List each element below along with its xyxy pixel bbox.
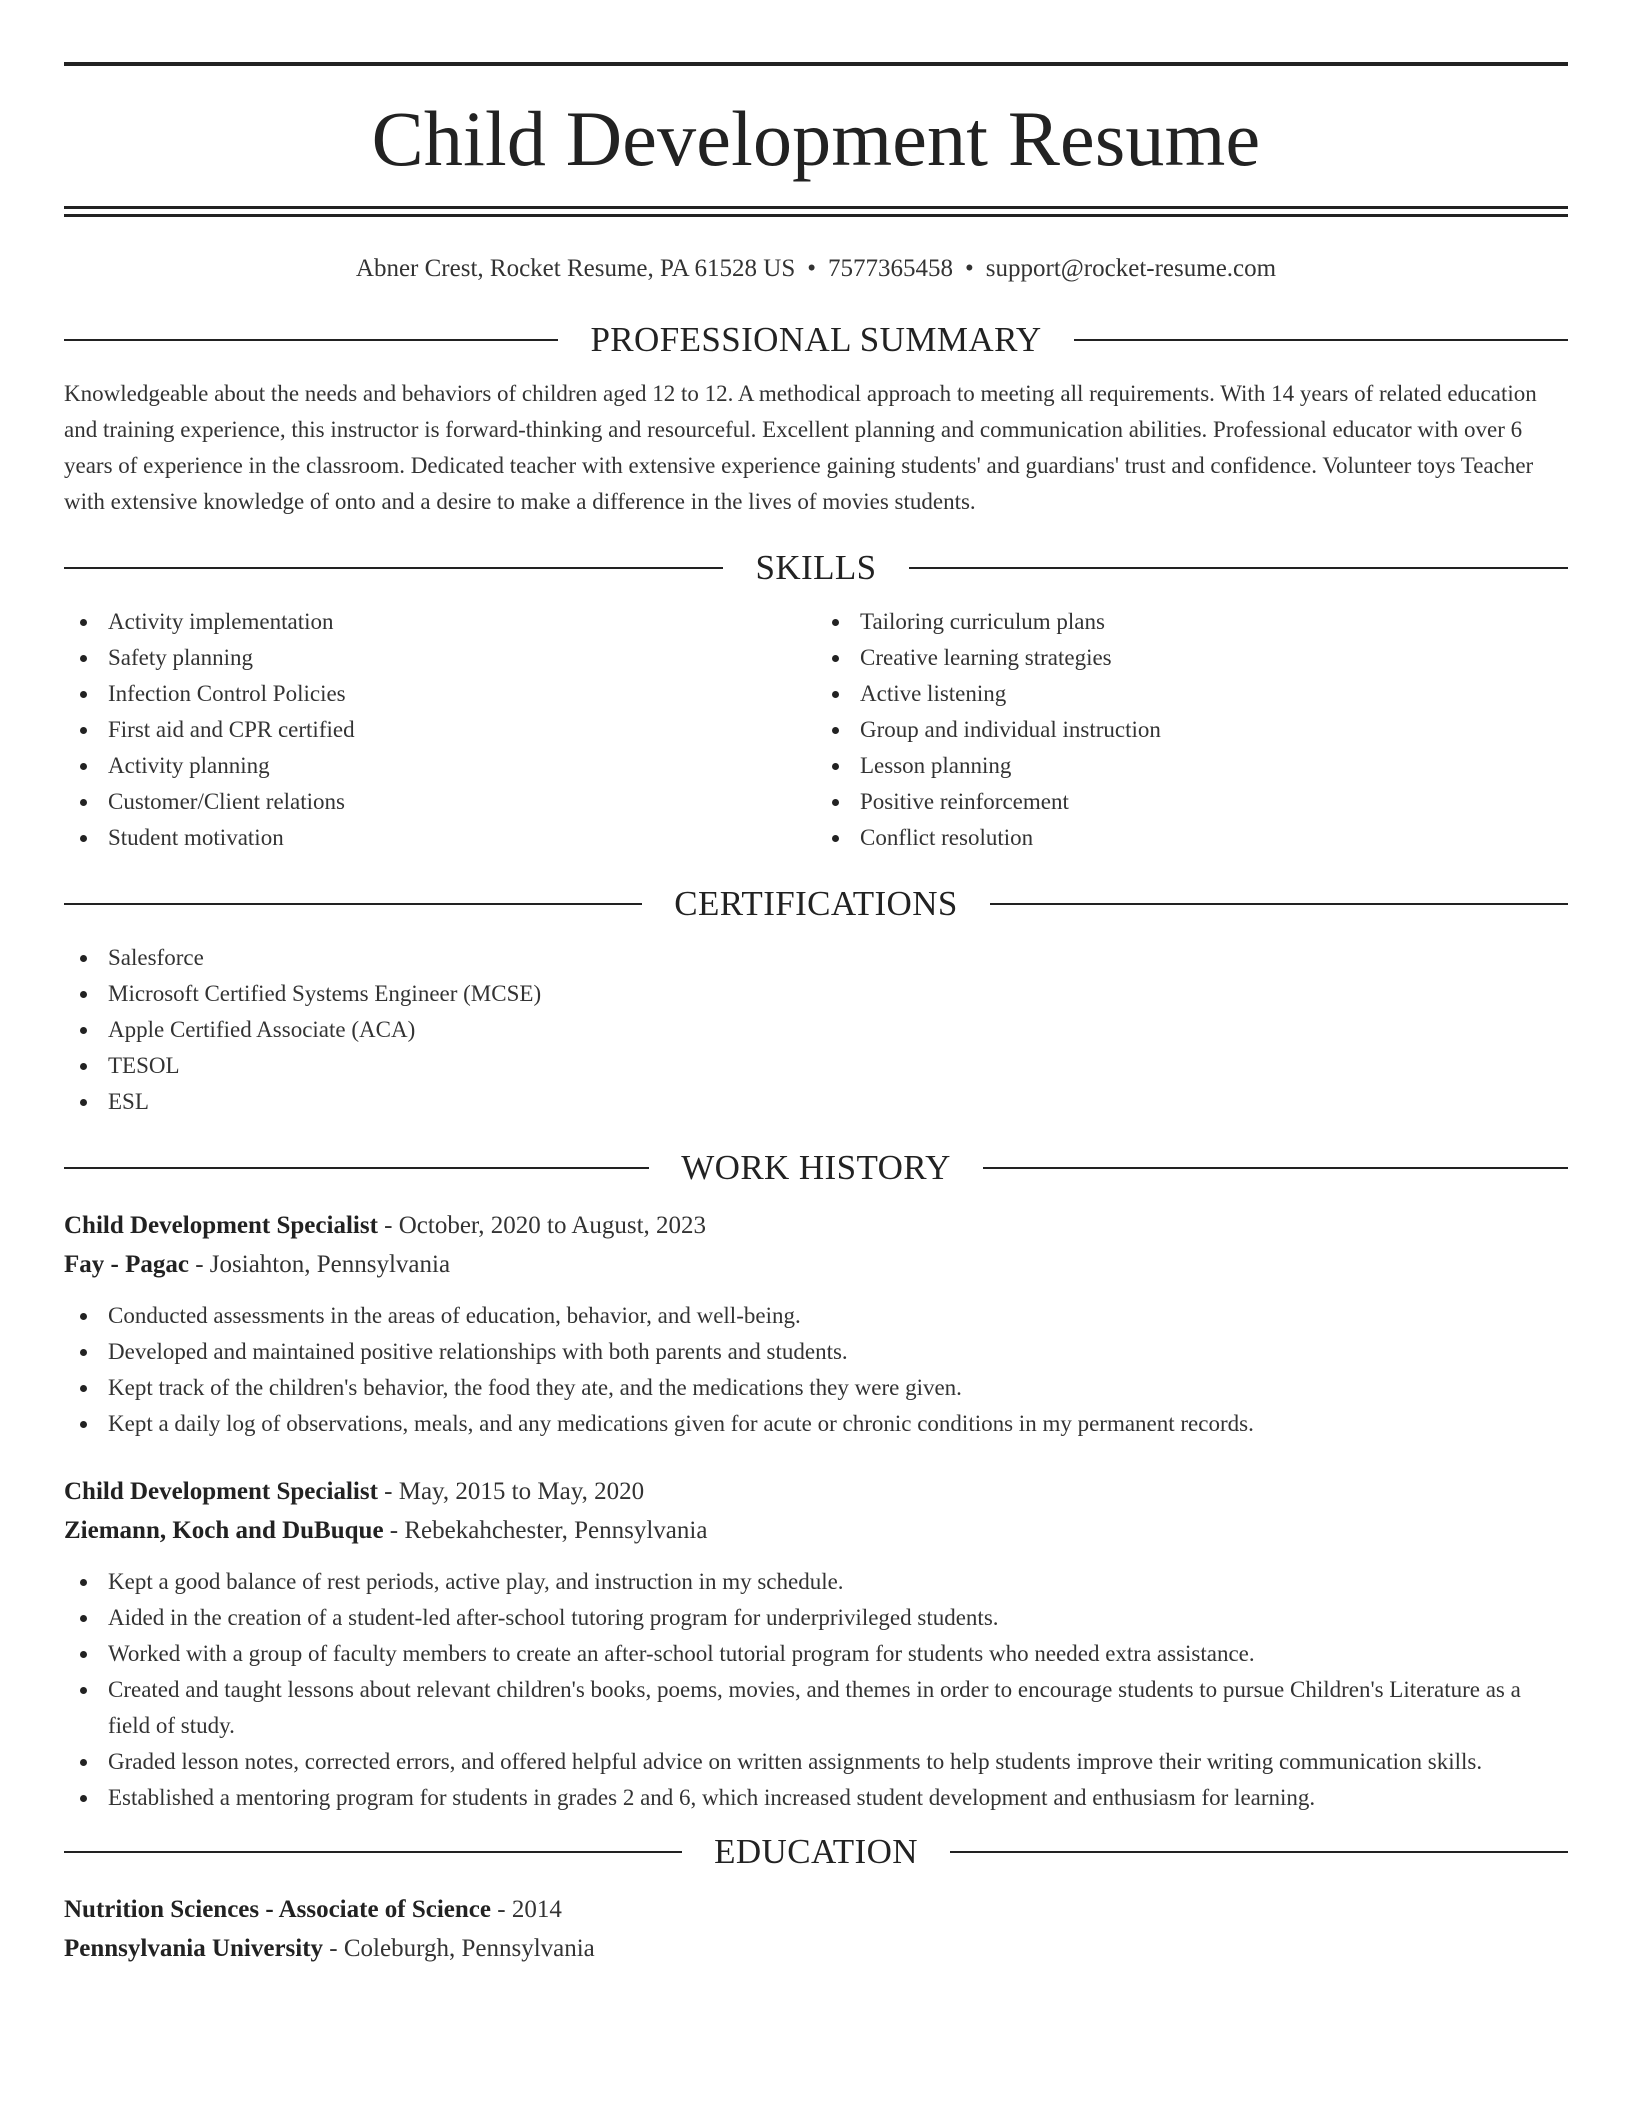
- section-rule-left: [64, 339, 558, 341]
- contact-email: support@rocket-resume.com: [985, 255, 1277, 282]
- job-dates: - May, 2015 to May, 2020: [377, 1478, 645, 1505]
- list-item: Infection Control Policies: [64, 676, 816, 712]
- list-item: Apple Certified Associate (ACA): [64, 1012, 1568, 1048]
- education-entry: [64, 1890, 1568, 1968]
- job-title-line: [64, 1472, 1568, 1511]
- job-company-line: [64, 1245, 1568, 1284]
- title-double-rule: [64, 206, 1568, 217]
- list-item: Safety planning: [64, 640, 816, 676]
- contact-phone: 7577365458: [828, 255, 954, 282]
- education-degree: Nutrition Sciences - Associate of Science: [64, 1896, 492, 1923]
- section-rule-right: [909, 567, 1568, 569]
- contact-separator: •: [965, 255, 974, 282]
- list-item: Positive reinforcement: [816, 784, 1568, 820]
- section-header-summary: [64, 320, 1568, 360]
- list-item: TESOL: [64, 1048, 1568, 1084]
- section-header-skills: [64, 548, 1568, 588]
- list-item: Graded lesson notes, corrected errors, and offered helpful advice on written assignments to help students improve their writing communication skills.: [64, 1744, 1568, 1780]
- job-title: Child Development Specialist: [64, 1478, 378, 1505]
- section-rule-left: [64, 1851, 682, 1853]
- skills-column-right: [816, 604, 1568, 856]
- section-title: PROFESSIONAL SUMMARY: [590, 320, 1042, 359]
- section-header-certifications: [64, 884, 1568, 924]
- section-title: CERTIFICATIONS: [674, 884, 958, 923]
- job-bullets: [64, 1298, 1568, 1442]
- summary-paragraph: Knowledgeable about the needs and behaviors of children aged 12 to 12. A methodical approach to meeting all requirements. With 14 years of related education and training experience, this instructor is forward-thinking and resourceful. Excellent planning and communication abilities. Professional educator with over 6 years of experience in the classroom. Dedicated teacher with extensive experience gaining students' and guardians' trust and confidence. Volunteer toys Teacher with extensive knowledge of onto and a desire to make a difference in the lives of movies students.: [64, 381, 1537, 514]
- education-location: - Coleburgh, Pennsylvania: [323, 1935, 595, 1962]
- list-item: Student motivation: [64, 820, 816, 856]
- list-item: Microsoft Certified Systems Engineer (MCSE): [64, 976, 1568, 1012]
- job-entry: [64, 1472, 1568, 1816]
- section-header-education: [64, 1832, 1568, 1872]
- list-item: Created and taught lessons about relevant children's books, poems, movies, and themes in order to encourage students to pursue Children's Literature as a field of study.: [64, 1672, 1568, 1744]
- list-item: Kept a good balance of rest periods, active play, and instruction in my schedule.: [64, 1564, 1568, 1600]
- list-item: Creative learning strategies: [816, 640, 1568, 676]
- contact-separator: •: [807, 255, 817, 282]
- section-rule-left: [64, 1167, 649, 1169]
- education-degree-line: [64, 1890, 1568, 1929]
- job-dates: - October, 2020 to August, 2023: [377, 1212, 707, 1239]
- job-location: - Rebekahchester, Pennsylvania: [383, 1517, 708, 1544]
- education-school: Pennsylvania University: [64, 1935, 324, 1962]
- list-item: Worked with a group of faculty members to create an after-school tutorial program for students who needed extra assistance.: [64, 1636, 1568, 1672]
- education-year: - 2014: [491, 1896, 562, 1923]
- job-entry: [64, 1206, 1568, 1442]
- section-rule-right: [1074, 339, 1568, 341]
- contact-address: Abner Crest, Rocket Resume, PA 61528 US: [355, 255, 796, 282]
- certifications-list: [64, 940, 1568, 1120]
- job-company: Ziemann, Koch and DuBuque: [64, 1517, 384, 1544]
- list-item: Customer/Client relations: [64, 784, 816, 820]
- job-title-line: [64, 1206, 1568, 1245]
- list-item: First aid and CPR certified: [64, 712, 816, 748]
- section-title: SKILLS: [755, 548, 877, 587]
- section-rule-right: [983, 1167, 1568, 1169]
- list-item: Conducted assessments in the areas of education, behavior, and well-being.: [64, 1298, 1568, 1334]
- job-company: Fay - Pagac: [64, 1251, 189, 1278]
- list-item: Group and individual instruction: [816, 712, 1568, 748]
- job-bullets: [64, 1564, 1568, 1816]
- list-item: Activity planning: [64, 748, 816, 784]
- list-item: Kept track of the children's behavior, the food they ate, and the medications they were given.: [64, 1370, 1568, 1406]
- section-rule-left: [64, 903, 642, 905]
- skills-column-left: [64, 604, 816, 856]
- section-title: WORK HISTORY: [681, 1148, 951, 1187]
- job-title: Child Development Specialist: [64, 1212, 378, 1239]
- section-rule-left: [64, 567, 723, 569]
- list-item: Kept a daily log of observations, meals, and any medications given for acute or chronic conditions in my permanent records.: [64, 1406, 1568, 1442]
- list-item: Activity implementation: [64, 604, 816, 640]
- list-item: Established a mentoring program for students in grades 2 and 6, which increased student development and enthusiasm for learning.: [64, 1780, 1568, 1816]
- contact-line: [64, 254, 1568, 284]
- list-item: ESL: [64, 1084, 1568, 1120]
- section-header-work-history: [64, 1148, 1568, 1188]
- document-title: Child Development Resume: [371, 95, 1261, 182]
- list-item: Salesforce: [64, 940, 1568, 976]
- education-school-line: [64, 1929, 1568, 1968]
- list-item: Developed and maintained positive relationships with both parents and students.: [64, 1334, 1568, 1370]
- list-item: Lesson planning: [816, 748, 1568, 784]
- list-item: Aided in the creation of a student-led after-school tutoring program for underprivileged students.: [64, 1600, 1568, 1636]
- list-item: Conflict resolution: [816, 820, 1568, 856]
- job-location: - Josiahton, Pennsylvania: [188, 1251, 451, 1278]
- list-item: Active listening: [816, 676, 1568, 712]
- list-item: Tailoring curriculum plans: [816, 604, 1568, 640]
- skills-grid: [64, 604, 1568, 856]
- job-company-line: [64, 1511, 1568, 1550]
- section-rule-right: [990, 903, 1568, 905]
- section-rule-right: [950, 1851, 1568, 1853]
- section-title: EDUCATION: [714, 1832, 918, 1871]
